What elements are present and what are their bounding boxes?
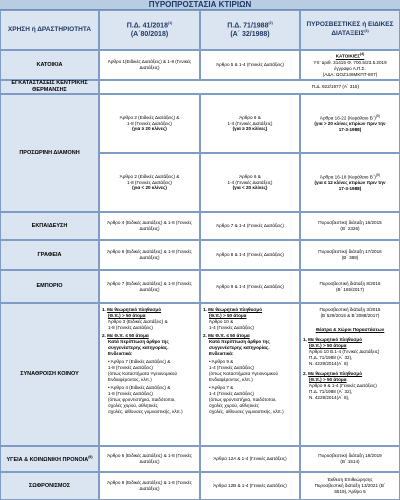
synsp-1-heading2: (Θ.π.) > 50 άτομα bbox=[309, 342, 347, 348]
cell-synathroisi-special bbox=[300, 303, 400, 446]
syn41-bullet1-l4: Ενδιαφέροντος, κλπ.) bbox=[108, 376, 152, 382]
diamoni-a-pd71-l1: Άρθρο 6 & bbox=[239, 114, 261, 120]
syn41-bullet1-l1: • Άρθρο 7 (Ειδικές Διατάξεις) & bbox=[102, 359, 170, 365]
header-pd71 bbox=[200, 10, 300, 50]
header-use: ΧΡΗΣΗ ή ΔΡΑΣΤΗΡΙΟΤΗΤΑ bbox=[0, 10, 99, 50]
syn41-bullet2-l2: 1-8 (Γενικές Διατάξεις) bbox=[108, 390, 153, 396]
syn71-bullet1-l3: (όπως Καταστήματα Υγειονομικού bbox=[209, 370, 278, 376]
syn41-2-heading: 2. Με Θ.π. ≤ 50 άτομα bbox=[102, 332, 149, 338]
row-label-synathroisi: ΣΥΝΑΘΡΟΙΣΗ ΚΟΙΝΟΥ bbox=[0, 303, 99, 446]
sofronismos-special-l3: 5519), Άρθρο 5 bbox=[334, 488, 366, 494]
row-label-diamoni: ΠΡΟΣΩΡΙΝΗ ΔΙΑΜΟΝΗ bbox=[0, 94, 99, 212]
cell-ekpaideusi-pd71: Άρθρο 7 & 1-4 (Γενικές Διατάξεις) bbox=[200, 212, 300, 240]
syn71-bullet2-l1: • Άρθρο 7 & bbox=[203, 385, 233, 391]
diamoni-a-pd41-l1: Άρθρο 2 (Ειδικές Διατάξεις) & bbox=[119, 114, 180, 120]
syn71-bullet1-l2: 1-4 (Γενικές Διατάξεις) bbox=[209, 364, 254, 370]
ekpaideusi-special-l1: Πυροσβεστική διάταξη 16/2015 bbox=[318, 220, 382, 226]
synsp-1-text3: Ν. 4229/2014(Α΄ 8) bbox=[309, 360, 349, 366]
header-pd41-line1: Π.Δ. 41/2018$^{(1)}$ bbox=[126, 20, 173, 29]
syn41-2-text2: συγγενέστερης κατηγορίας. bbox=[108, 344, 169, 350]
row-label-grafeia: ΓΡΑΦΕΙΑ bbox=[0, 240, 99, 270]
diamoni-a-pd71-l2: 1-4 (Γενικές Διατάξεις) bbox=[227, 120, 273, 126]
cell-sofronismos-pd41: Άρθρο 8 (Ειδικές Διατάξεις) & 1-8 (Γενικές Διατάξεις) bbox=[99, 472, 200, 500]
cell-grafeia-pd71: Άρθρο 8 & 1-4 (Γενικές Διατάξεις) bbox=[200, 240, 300, 270]
ygeia-label-text: ΥΓΕΙΑ & ΚΟΙΝΩΝΙΚΗ ΠΡΟΝΟΙΑ$^{(6)}$ bbox=[6, 454, 93, 463]
sofronismos-special-l1: Έκθεση Επιθεώρησης bbox=[327, 477, 373, 483]
diamoni-a-pd41-l2: 1-8 (Γενικές Διατάξεις) bbox=[127, 120, 172, 126]
sofronismos-special-l2: Πυροσβεστική διάταξη 13/2021 (Β΄ bbox=[314, 483, 386, 489]
row-label-emporio: ΕΜΠΟΡΙΟ bbox=[0, 270, 99, 303]
cell-ekpaideusi-special bbox=[300, 212, 400, 240]
syn71-1-heading2: (Θ.π.) > 50 άτομα bbox=[209, 312, 247, 318]
syn41-bullet2-l1: • Άρθρο 4 (Ειδικές Διατάξεις) & bbox=[102, 385, 170, 391]
cell-katoikia-special bbox=[300, 50, 400, 80]
cell-grafeia-special bbox=[300, 240, 400, 270]
cell-katoikia-pd71: Άρθρο 5 & 1-4 (Γενικές Διατάξεις) bbox=[200, 50, 300, 80]
cell-diamoni-b-pd41 bbox=[99, 153, 200, 212]
cell-heating: Π.Δ. 922/1977 (Α΄ 315) bbox=[99, 80, 400, 94]
grafeia-special-l2: (Β΄ 388) bbox=[341, 255, 359, 260]
ygeia-special-l2: (Β΄ 1514) bbox=[340, 459, 360, 464]
syn41-1-text1: Άρθρο 3 (Ειδικές Διατάξεις) & bbox=[108, 318, 168, 324]
emporio-special-l2: (Β΄ 165/2017) bbox=[335, 286, 365, 292]
diamoni-a-special-l2: (για > 20 κλίνες κτιρίων πριν την bbox=[314, 121, 386, 127]
cell-diamoni-a-pd41 bbox=[99, 94, 200, 153]
diamoni-b-pd41-l2: 1-8 (Γενικές Διατάξεις) bbox=[127, 179, 172, 185]
synsp-2-text2: Π.Δ. 71/1988 (Α΄ 32), bbox=[309, 388, 353, 394]
diamoni-a-special-l3: 17-3-1988) bbox=[338, 127, 362, 133]
synsp-2-text3: Ν. 4229/2014(Α΄ 8), bbox=[309, 394, 350, 400]
syn41-bullet1-l3: (όπως Καταστήματα Υγειονομικού bbox=[108, 370, 177, 376]
header-special-line1: ΠΥΡΟΣΒΕΣΤΙΚΕΣ ή ΕΙΔΙΚΕΣ bbox=[306, 21, 394, 29]
cell-grafeia-pd41: Άρθρο 6 (Ειδικές Διατάξεις) & 1-8 (Γενικές Διατάξεις) bbox=[99, 240, 200, 270]
syn71-2-text1: Κατά περίπτωση άρθρο της bbox=[209, 338, 270, 344]
syn41-bullet2-l5: σχολές, αίθουσες γυμναστικής, κλπ.) bbox=[108, 408, 183, 414]
diamoni-b-pd41-l3: (για < 20 κλίνες) bbox=[132, 185, 167, 191]
cell-sofronismos-pd71: Άρθρα 12Β & 1-4 (Γενικές Διατάξεις) bbox=[200, 472, 300, 500]
syn41-2-text3: Ενδεικτικά: bbox=[108, 350, 133, 356]
syn71-bullet2-l4: σχολές χορού, αθλητικές bbox=[209, 402, 259, 408]
katoikia-special-line2: έγγραφο Α.Π.Σ. bbox=[334, 65, 366, 71]
diamoni-b-special-l2: (για ≤ 12 κλίνες κτιρίων πριν την bbox=[314, 180, 386, 186]
diamoni-a-pd71-l3: (για ≥ 20 κλίνες) bbox=[232, 126, 268, 132]
syn41-1-heading: 1. Με θεωρητικό πληθυσμό bbox=[102, 307, 162, 312]
syn71-bullet2-l3: (όπως φροντιστήρια, παιδότοποι, bbox=[209, 396, 277, 402]
synsp-item1 bbox=[303, 337, 397, 367]
cell-emporio-special bbox=[300, 270, 400, 303]
syn71-bullet1-l1: • Άρθρο 9 & bbox=[203, 359, 233, 365]
diamoni-b-pd71-l1: Άρθρο 6 & bbox=[239, 173, 261, 179]
header-pd41-line2: (Α΄80/2018) bbox=[130, 30, 169, 38]
cell-katoikia-pd41: Άρθρο 1(Ειδικές Διατάξεις) & 1-8 (Γενικές Διατάξεις) bbox=[99, 50, 200, 80]
diamoni-b-pd71-l2: 1-4 (Γενικές Διατάξεις) bbox=[227, 179, 273, 185]
cell-diamoni-b-pd71 bbox=[200, 153, 300, 212]
cell-emporio-pd41: Άρθρο 7 (Ειδικές Διατάξεις) & 1-8 (Γενικές Διατάξεις) bbox=[99, 270, 200, 303]
syn71-bullet1-l4: Ενδιαφέροντος, κλπ.) bbox=[209, 376, 253, 382]
header-pd71-line2: (Α΄ 32/1988) bbox=[230, 30, 270, 38]
diamoni-b-special-l1: Άρθρα 16-18 (Κεφάλαιο Β΄)$^{(5)}$ bbox=[319, 172, 381, 180]
header-special bbox=[300, 10, 400, 50]
cell-diamoni-b-special bbox=[300, 153, 400, 212]
synsp-2-heading: 2. Με θεωρητικό πληθυσμό bbox=[303, 370, 363, 376]
cell-diamoni-a-special bbox=[300, 94, 400, 153]
row-label-heating: ΕΓΚΑΤΑΣΤΑΣΕΙΣ ΚΕΝΤΡΙΚΗΣ ΘΕΡΜΑΝΣΗΣ bbox=[0, 80, 99, 94]
row-label-katoikia: ΚΑΤΟΙΚΙΑ bbox=[0, 50, 99, 80]
syn41-1-text2: 1-8 (Γενικές Διατάξεις) bbox=[108, 324, 153, 330]
syn41-bullet2-l3: (όπως φροντιστήρια, παιδότοποι, bbox=[108, 396, 176, 402]
ygeia-special-l1: Πυροσβεστική διάταξη 18/2019 bbox=[318, 453, 382, 459]
syn71-1-text2: 1-4 (Γενικές Διατάξεις) bbox=[209, 324, 254, 330]
synsp-2-heading2: (Θ.π.) > 50 άτομα bbox=[309, 376, 347, 382]
synsp-item2 bbox=[303, 371, 397, 401]
synsp-2-text1: Άρθρο 9 & 1-4 (Γενικές Διατάξεις) bbox=[309, 382, 377, 388]
row-label-ekpaideusi: ΕΚΠΑΙΔΕΥΣΗ bbox=[0, 212, 99, 240]
syn71-1-heading: 1. Με θεωρητικό πληθυσμό bbox=[203, 307, 263, 312]
diamoni-b-pd41-l1: Άρθρο 2 (Ειδικές Διατάξεις) & bbox=[119, 173, 180, 179]
synsp-1-text1: Άρθρο 10 Β.1-4 (Γενικές Διατάξεις) bbox=[309, 348, 380, 354]
syn41-2-text1: Κατά περίπτωση άρθρο της bbox=[108, 338, 169, 344]
katoikia-special-title: ΚΑΤΟΙΚΙΕΣ$^{(4)}$ bbox=[335, 52, 365, 59]
cell-ygeia-pd41: Άρθρο 5 (Ειδικές Διατάξεις) & 1-8 (Γενικές Διατάξεις) bbox=[99, 446, 200, 472]
synsp-1-heading: 1. Με θεωρητικό πληθυσμό bbox=[303, 336, 363, 342]
cell-ekpaideusi-pd41: Άρθρο 4 (Ειδικές Διατάξεις) & 1-8 (Γενικές Διατάξεις) bbox=[99, 212, 200, 240]
syn41-1-heading2: (Θ.π.) > 50 άτομα bbox=[108, 312, 146, 318]
synsp-line1: Πυροσβεστική διάταξη 3/2015 bbox=[319, 307, 381, 312]
row-label-sofronismos: ΣΩΦΡΟΝΙΣΜΟΣ bbox=[0, 472, 99, 500]
cell-emporio-pd71: Άρθρο 9 & 1-4 (Γενικές Διατάξεις) bbox=[200, 270, 300, 303]
synsp-1-text2: Π.Δ. 71/1988 (Α΄ 32), bbox=[309, 354, 353, 360]
syn71-1-text1: Άρθρο 10 & bbox=[209, 318, 234, 324]
page-title: ΠΥΡΟΠΡΟΣΤΑΣΙΑ ΚΤΙΡΙΩΝ bbox=[0, 0, 400, 10]
syn71-2-heading: 2. Με Θ.π. ≤ 50 άτομα bbox=[203, 332, 250, 338]
row-label-ygeia bbox=[0, 446, 99, 472]
header-pd41 bbox=[99, 10, 200, 50]
syn71-2-text3: Ενδεικτικά: bbox=[209, 350, 234, 356]
cell-synathroisi-pd71 bbox=[200, 303, 300, 446]
cell-synathroisi-pd41 bbox=[99, 303, 200, 446]
diamoni-a-special-l1: Άρθρα 16-22 (Κεφάλαιο Β΄)$^{(5)}$ bbox=[319, 113, 381, 121]
ekpaideusi-special-l2: (Β΄ 2326) bbox=[340, 226, 360, 231]
diamoni-a-pd41-l3: (για ≥ 20 κλίνες) bbox=[132, 126, 167, 132]
katoikia-special-line3: (ΑΔΑ: ΩΟΖ146ΜΚΠΤ-807) bbox=[322, 71, 378, 77]
syn71-2-text2: συγγενέστερης κατηγορίας. bbox=[209, 344, 270, 350]
diamoni-b-special-l3: 17-3-1988) bbox=[338, 186, 362, 192]
syn71-bullet2-l2: 1-4 (Γενικές Διατάξεις) bbox=[209, 390, 254, 396]
syn71-bullet2-l5: σχολές, αίθουσες γυμναστικής, κλπ.) bbox=[209, 408, 284, 414]
synsp-theatre-heading: Θέατρα & Χώροι Παραστάσεων bbox=[315, 326, 385, 332]
syn41-bullet1-l2: 1-8 (Γενικές Διατάξεις) bbox=[108, 364, 153, 370]
cell-ygeia-pd71: Άρθρα 12Α & 1-4 (Γενικές Διατάξεις) bbox=[200, 446, 300, 472]
header-pd71-line1: Π.Δ. 71/1988$^{(2)}$ bbox=[227, 20, 273, 29]
synsp-line2: (Β΄529/2015 & Β΄2088/2017) bbox=[320, 312, 380, 318]
cell-diamoni-a-pd71 bbox=[200, 94, 300, 153]
emporio-special-l1: Πυροσβεστική διάταξη 8/2016 bbox=[319, 280, 381, 286]
grafeia-special-l1: Πυροσβεστική διάταξη 17/2016 bbox=[318, 249, 382, 255]
cell-sofronismos-special bbox=[300, 472, 400, 500]
katoikia-special-line1: Υπ' αριθ. 31415 Φ. 700.5/23.5.2019 bbox=[313, 59, 387, 65]
diamoni-b-pd71-l3: (για < 20 κλίνες) bbox=[232, 185, 268, 191]
header-special-line2: ΔΙΑΤΑΞΕΙΣ$^{(3)}$ bbox=[331, 29, 369, 38]
syn41-bullet2-l4: σχολές χορού, αθλητικές bbox=[108, 402, 158, 408]
cell-ygeia-special bbox=[300, 446, 400, 472]
